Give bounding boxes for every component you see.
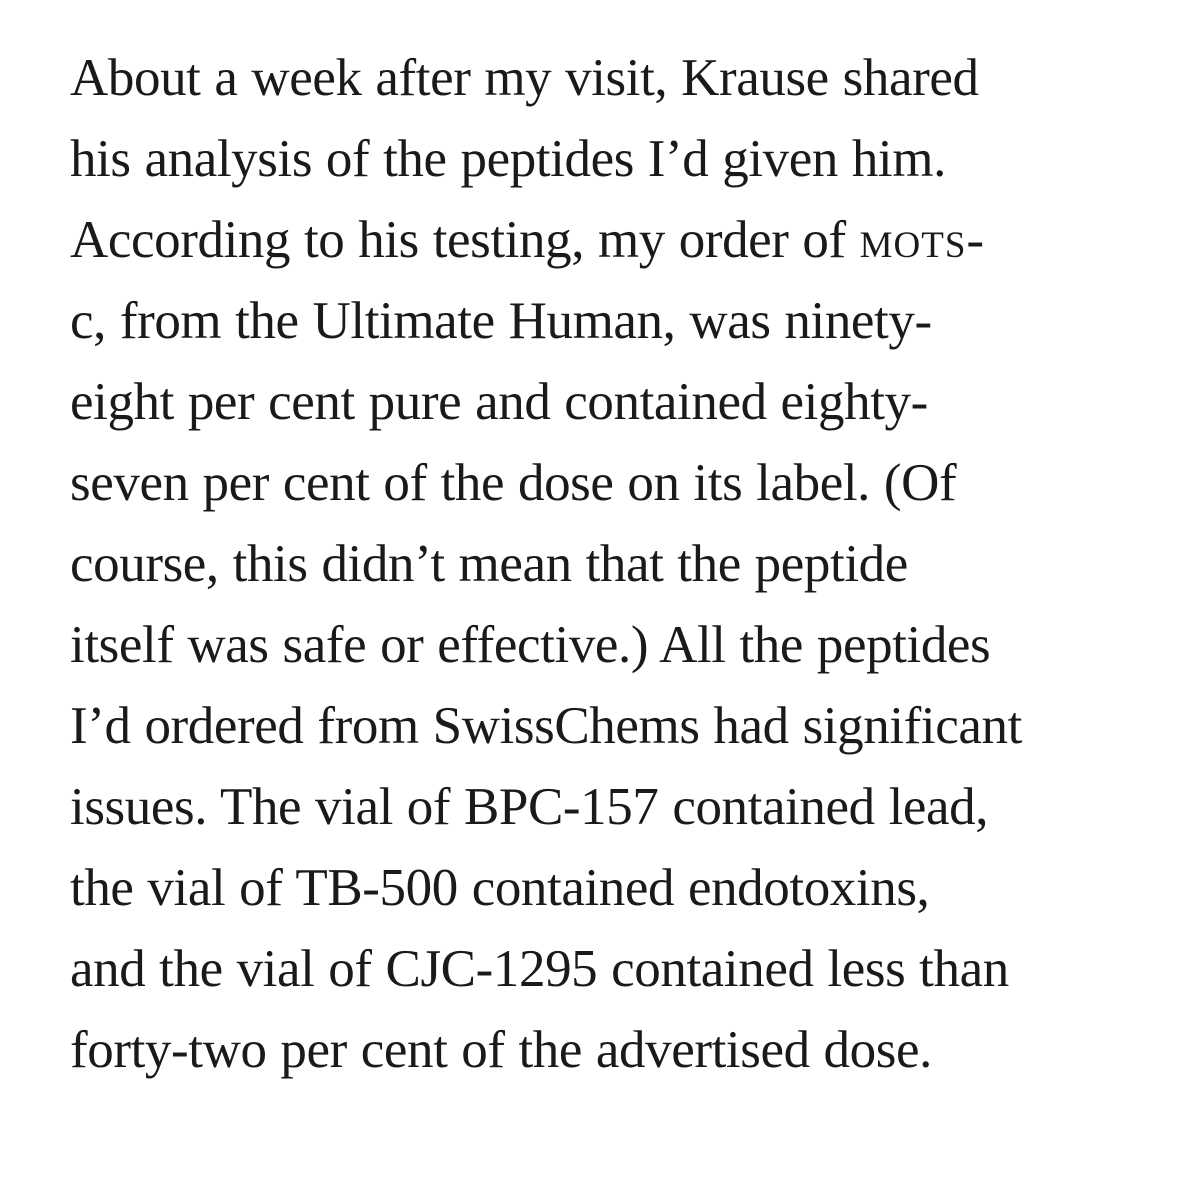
article-paragraph <box>70 38 1170 1091</box>
paragraph-line: course, this didn’t mean that the peptide <box>70 535 908 593</box>
paragraph-line: forty-two per cent of the advertised dose. <box>70 1021 932 1079</box>
paragraph-line: itself was safe or effective.) All the peptides <box>70 616 991 674</box>
paragraph-line: seven per cent of the dose on its label. (Of <box>70 454 957 512</box>
paragraph-line: and the vial of CJC-1295 contained less than <box>70 940 1009 998</box>
paragraph-line: eight per cent pure and contained eighty- <box>70 373 928 431</box>
paragraph-line: his analysis of the peptides I’d given him. <box>70 130 946 188</box>
small-caps-term: mots- <box>859 211 986 269</box>
paragraph-line: the vial of TB-500 contained endotoxins, <box>70 859 930 917</box>
paragraph-line: issues. The vial of BPC-157 contained lead, <box>70 778 989 836</box>
paragraph-line: I’d ordered from SwissChems had significant <box>70 697 1022 755</box>
paragraph-line: About a week after my visit, Krause shared <box>70 49 979 107</box>
paragraph-line <box>70 200 1170 281</box>
paragraph-line-text: According to his testing, my order of <box>70 211 846 269</box>
paragraph-line: c, from the Ultimate Human, was ninety- <box>70 292 932 350</box>
